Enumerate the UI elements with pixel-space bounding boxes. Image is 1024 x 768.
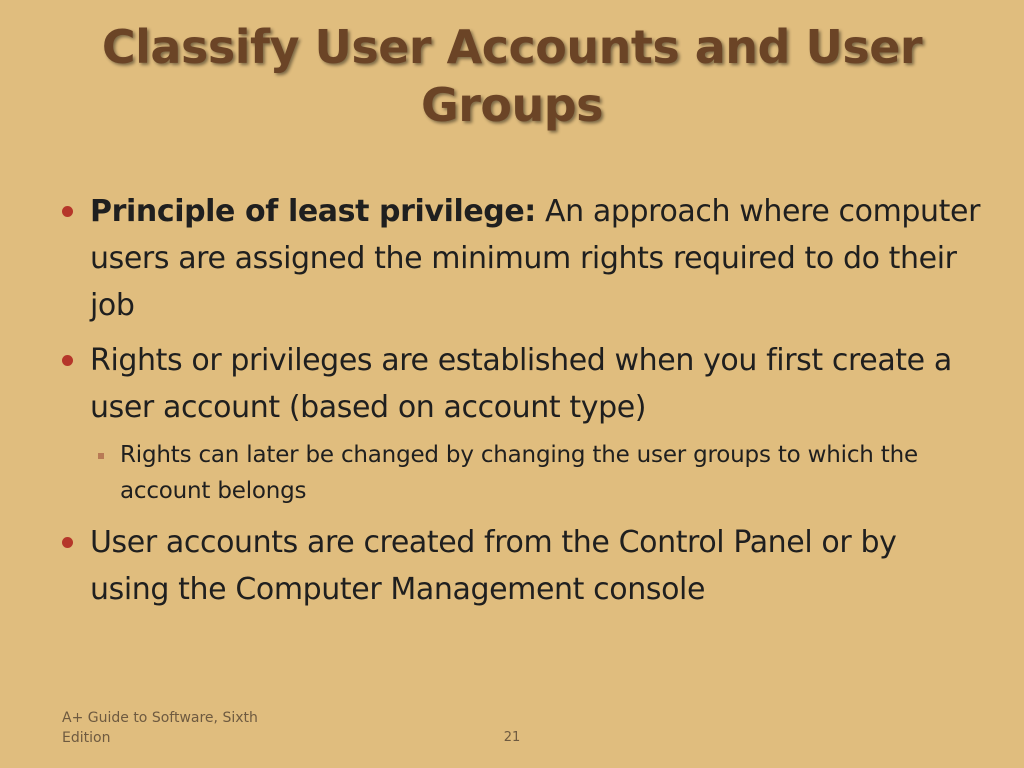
bullet-item [60,337,980,431]
page-number: 21 [503,730,521,745]
slide-content [60,188,980,621]
bullet-item [60,519,980,613]
bullet-dot-icon [62,537,73,548]
sub-bullet-text: Rights can later be changed by changing the user groups to which the account belongs [120,442,918,504]
bullet-bold-term: Principle of least privilege: [90,194,536,229]
bullet-text: An approach where computer users are assigned the minimum rights required to do their job [90,194,980,323]
bullet-item [60,188,980,329]
bullet-text: User accounts are created from the Control Panel or by using the Computer Management console [90,525,897,607]
footer-source: A+ Guide to Software, Sixth Edition [62,710,258,746]
bullet-dot-icon [62,206,73,217]
sub-bullet-item [60,437,980,509]
bullet-dot-icon [62,355,73,366]
bullet-text: Rights or privileges are established when you first create a user account (based on account type) [90,343,952,425]
sub-bullet-square-icon [98,453,104,459]
slide-title: Classify User Accounts and User Groups [101,20,923,132]
